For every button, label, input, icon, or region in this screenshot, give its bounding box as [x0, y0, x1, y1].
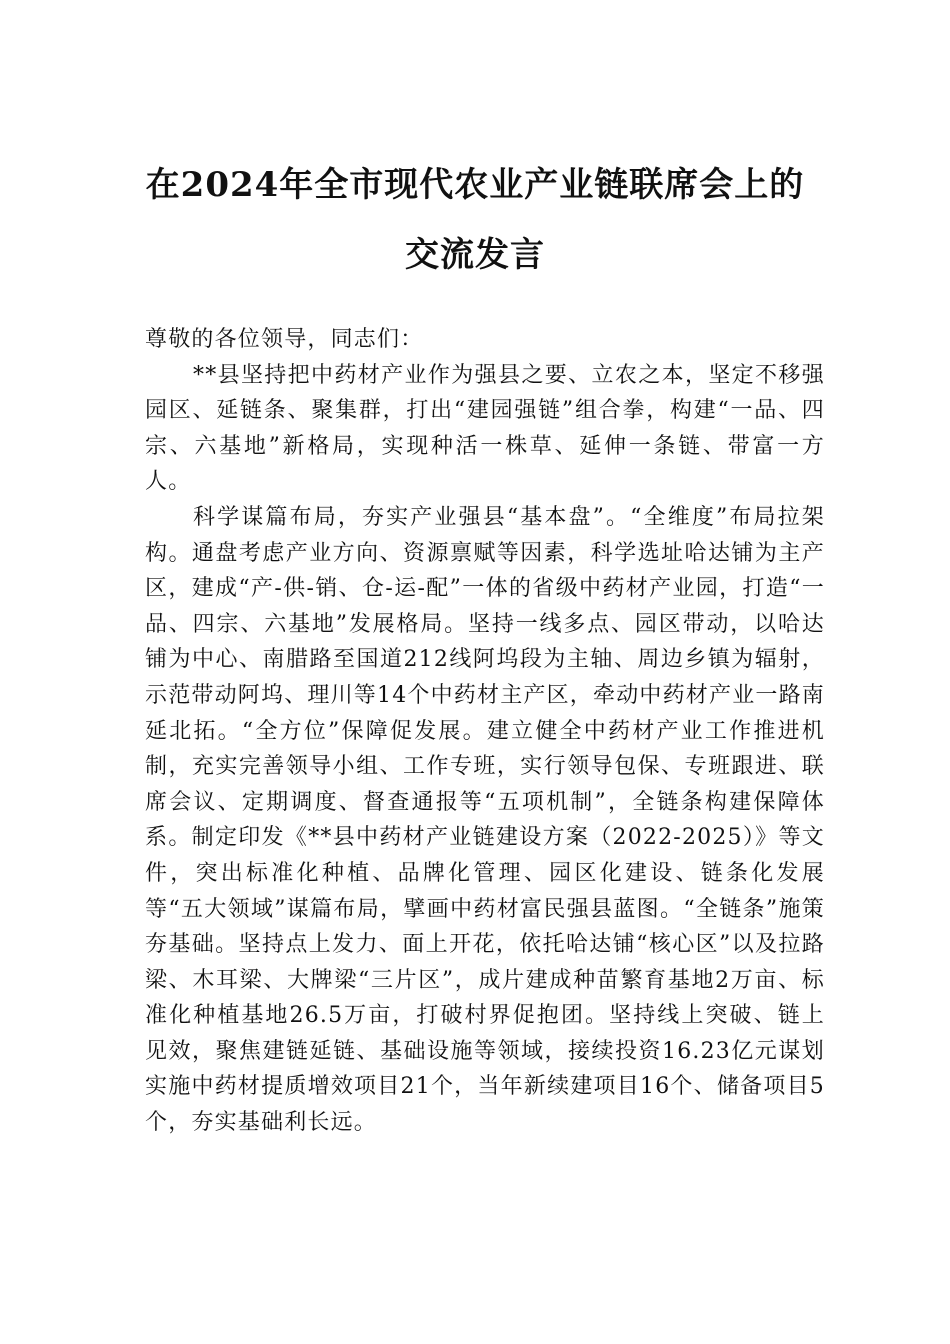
document-body	[145, 322, 825, 1141]
paragraph-layout: 科学谋篇布局，夯实产业强县“基本盘”。“全维度”布局拉架构。通盘考虑产业方向、资源禀赋等因素，科学选址哈达铺为主产区，建成“产-供-销、仓-运-配”一体的省级中药材产业园，打造“一品、四宗、六基地”发展格局。坚持一线多点、园区带动，以哈达铺为中心、南腊路至国道212线阿坞段为主轴、周边乡镇为辐射，示范带动阿坞、理川等14个中药材主产区，牵动中药材产业一路南延北拓。“全方位”保障促发展。建立健全中药材产业工作推进机制，充实完善领导小组、工作专班，实行领导包保、专班跟进、联席会议、定期调度、督查通报等“五项机制”，全链条构建保障体系。制定印发《**县中药材产业链建设方案（2022-2025）》等文件，突出标准化种植、品牌化管理、园区化建设、链条化发展等“五大领域”谋篇布局，擘画中药材富民强县蓝图。“全链条”施策夯基础。坚持点上发力、面上开花，依托哈达铺“核心区”以及拉路梁、木耳梁、大牌梁“三片区”，成片建成种苗繁育基地2万亩、标准化种植基地26.5万亩，打破村界促抱团。坚持线上突破、链上见效，聚焦建链延链、基础设施等领域，接续投资16.23亿元谋划实施中药材提质增效项目21个，当年新续建项目16个、储备项目5个，夯实基础利长远。	[145, 504, 825, 1136]
document-title-line-1: 在2024年全市现代农业产业链联席会上的	[145, 165, 805, 205]
paragraph-intro: **县坚持把中药材产业作为强县之要、立农之本，坚定不移强园区、延链条、聚集群，打出“建园强链”组合拳，构建“一品、四宗、六基地”新格局，实现种活一株草、延伸一条链、带富一方人。	[145, 362, 825, 495]
document-title-line-2: 交流发言	[405, 235, 545, 275]
salutation: 尊敬的各位领导，同志们：	[145, 327, 424, 352]
